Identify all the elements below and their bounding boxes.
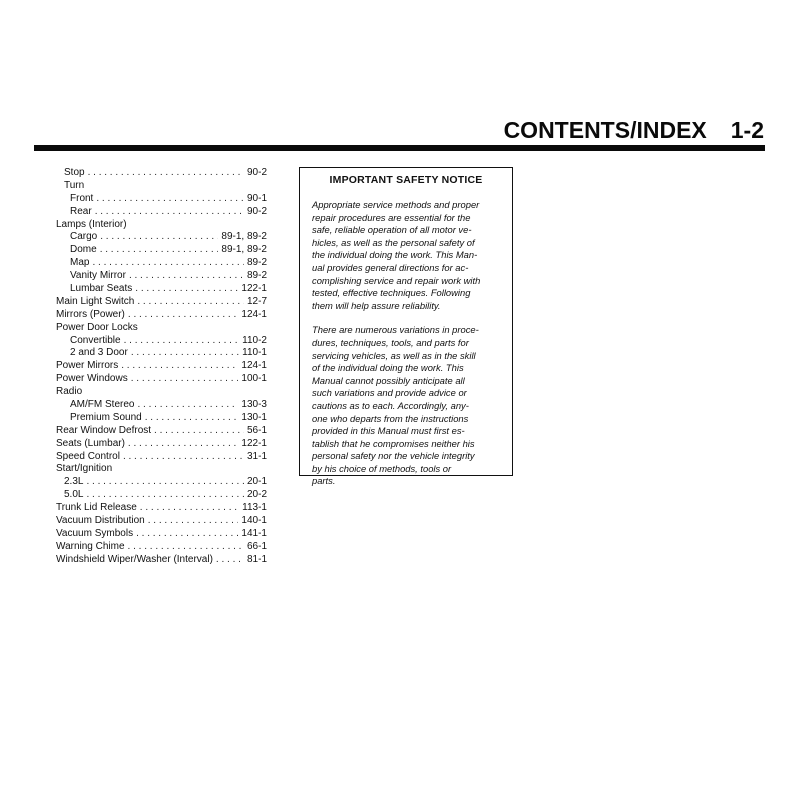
index-entry — [56, 231, 267, 244]
index-entry — [56, 283, 267, 296]
index-entry-leader — [86, 489, 244, 502]
index-entry-leader — [128, 541, 244, 554]
index-entry-label: Stop — [64, 167, 85, 178]
index-entry — [56, 296, 267, 309]
index-entry-label: Cargo — [70, 231, 98, 243]
index-entry-page: 110-1 — [242, 347, 267, 359]
safety-notice-title: IMPORTANT SAFETY NOTICE — [329, 174, 483, 186]
index-entry-leader — [95, 206, 244, 219]
index-entry-label: Main Light Switch — [56, 295, 135, 307]
index-entry — [56, 167, 267, 180]
header-rule — [34, 145, 765, 151]
notice-line: Appropriate service methods and proper — [312, 199, 480, 210]
index-entry — [56, 360, 267, 373]
index-entry — [56, 257, 267, 270]
index-entry-leader — [131, 347, 239, 360]
index-entry-leader — [121, 360, 238, 373]
index-entry — [56, 244, 267, 257]
index-entry — [56, 425, 267, 438]
index-entry-page: 141-1 — [241, 527, 267, 539]
notice-line: by his choice of methods, tools or — [312, 462, 452, 474]
index-entry-label: Vacuum Distribution — [56, 515, 145, 527]
index-entry — [56, 193, 267, 206]
notice-line: servicing vehicles, as well as in the skill — [312, 349, 476, 361]
index-entry-page: 130-1 — [241, 411, 267, 423]
index-entry — [56, 554, 267, 567]
index-entry-page: 124-1 — [241, 360, 267, 372]
index-entry-page: 124-1 — [241, 308, 267, 320]
index-entry-page: 140-1 — [241, 515, 267, 527]
notice-line: one who departs from the instructions — [312, 412, 469, 424]
notice-line: them will help assure reliability. — [312, 299, 441, 311]
index-entry-label: Premium Sound — [70, 411, 142, 423]
index-entry — [56, 206, 267, 219]
index-entry — [56, 476, 267, 489]
notice-line: provided in this Manual must first es- — [312, 425, 465, 437]
index-entry — [56, 270, 267, 283]
index-entry-leader — [136, 528, 238, 541]
index-entry-page: 56-1 — [246, 424, 267, 436]
notice-line: the individual doing the work. This Man- — [312, 249, 478, 261]
index-entry — [56, 438, 267, 451]
index-entry-leader — [137, 296, 244, 309]
index-entry-leader — [86, 476, 244, 489]
index-entry-label: Map — [70, 257, 90, 269]
index-entry-leader — [154, 425, 244, 438]
notice-line: tablish that he compromises neither his — [312, 437, 475, 449]
index-entry-leader — [96, 193, 244, 206]
index-entry — [56, 335, 267, 348]
index-entry-label: Rear Window Defrost — [56, 424, 152, 436]
index-entry-page: 66-1 — [246, 540, 267, 552]
index-entry-label: Trunk Lid Release — [56, 502, 137, 514]
index-entry — [56, 399, 267, 412]
index-entry-page: 100-1 — [241, 373, 267, 385]
index-entry-leader — [140, 502, 239, 515]
index-entry — [56, 309, 267, 322]
index-entry-leader — [92, 257, 244, 270]
notice-line: tested, effective techniques. Following — [312, 287, 471, 299]
index-entry-page: 90-1 — [246, 192, 267, 204]
index-entry-label: AM/FM Stereo — [70, 399, 135, 411]
index-entry-leader — [128, 438, 239, 451]
index-entry-leader — [123, 451, 244, 464]
index-entry-label: Mirrors (Power) — [56, 308, 125, 320]
index-entry-label: Power Windows — [56, 373, 128, 385]
index-entry-page: 89-1, 89-2 — [221, 244, 267, 256]
index-entry-leader — [137, 399, 238, 412]
index-entry — [56, 528, 267, 541]
notice-line: repair procedures are essential for the — [312, 211, 471, 223]
index-entry-page: 20-2 — [246, 489, 267, 501]
notice-line: Manual cannot possibly anticipate all — [312, 374, 465, 386]
index-list — [56, 167, 267, 567]
index-entry-leader — [100, 244, 219, 257]
index-entry-label: Windshield Wiper/Washer (Interval) — [56, 553, 213, 565]
index-entry — [56, 180, 267, 193]
index-entry-page: 130-3 — [241, 399, 267, 411]
index-entry-label: Radio — [56, 386, 83, 398]
index-entry-leader — [131, 373, 239, 386]
notice-line: ual provides general directions for ac- — [312, 261, 469, 273]
index-entry-leader — [216, 554, 244, 567]
notice-line: hicles, as well as the personal safety of — [312, 236, 475, 248]
notice-line: safe, reliable operation of all motor ve- — [312, 224, 472, 236]
index-entry-label: Convertible — [70, 334, 121, 346]
index-entry — [56, 219, 267, 232]
index-entry — [56, 463, 267, 476]
index-entry-label: 5.0L — [64, 489, 84, 501]
notice-line: parts. — [312, 475, 336, 487]
index-entry-label: Power Mirrors — [56, 360, 119, 372]
index-entry-page: 110-2 — [242, 334, 267, 346]
notice-line: personal safety nor the vehicle integrity — [312, 450, 475, 462]
index-entry-label: 2.3L — [64, 476, 84, 488]
index-entry-page: 89-2 — [246, 257, 267, 269]
index-entry — [56, 347, 267, 360]
notice-line: dures, techniques, tools, and parts for — [312, 336, 469, 348]
index-entry-page: 90-2 — [246, 167, 267, 178]
index-entry-page: 12-7 — [246, 295, 267, 307]
index-entry-leader — [88, 167, 244, 180]
index-entry-page: 89-1, 89-2 — [221, 231, 267, 243]
index-entry-label: Dome — [70, 244, 97, 256]
notice-line: of the individual doing the work. This — [312, 362, 464, 374]
index-entry — [56, 386, 267, 399]
index-entry-page: 31-1 — [246, 450, 267, 462]
index-entry-leader — [100, 231, 218, 244]
index-entry — [56, 322, 267, 335]
index-entry — [56, 541, 267, 554]
index-entry-label: Lamps (Interior) — [56, 218, 127, 230]
index-entry-leader — [145, 412, 239, 425]
index-entry-page: 81-1 — [246, 553, 267, 565]
index-entry — [56, 373, 267, 386]
index-entry — [56, 412, 267, 425]
index-entry — [56, 451, 267, 464]
index-entry-label: Power Door Locks — [56, 321, 138, 333]
notice-line: such variations and provide advice or — [312, 387, 467, 399]
safety-notice-paragraph-1 — [312, 199, 500, 312]
index-entry-page: 113-1 — [242, 502, 267, 514]
index-entry-leader — [124, 335, 240, 348]
index-entry-page: 89-2 — [246, 270, 267, 282]
index-entry-label: Speed Control — [56, 450, 120, 462]
index-entry-label: Front — [70, 192, 94, 204]
index-entry-label: Seats (Lumbar) — [56, 437, 125, 449]
index-entry-page: 122-1 — [241, 283, 267, 295]
notice-line: There are numerous variations in proce- — [312, 324, 479, 336]
index-entry-label: Vacuum Symbols — [56, 527, 134, 539]
index-entry-leader — [128, 309, 239, 322]
index-entry — [56, 502, 267, 515]
index-entry-label: Warning Chime — [56, 540, 125, 552]
index-entry-page: 90-2 — [246, 205, 267, 217]
page-header — [504, 117, 764, 144]
notice-line: cautions as to each. Accordingly, any- — [312, 399, 469, 411]
page-title: CONTENTS/INDEX — [503, 117, 707, 143]
page-number: 1-2 — [730, 117, 764, 143]
notice-line: complishing service and repair work with — [312, 274, 481, 286]
safety-notice-paragraph-2 — [312, 324, 500, 488]
index-entry-leader — [135, 283, 238, 296]
index-entry-leader — [129, 270, 244, 283]
index-entry-label: Lumbar Seats — [70, 283, 133, 295]
safety-notice-box — [299, 167, 513, 487]
index-entry-label: 2 and 3 Door — [70, 347, 128, 359]
index-entry-label: Start/Ignition — [56, 463, 113, 475]
index-entry-label: Turn — [64, 179, 85, 191]
index-entry-label: Vanity Mirror — [70, 270, 126, 282]
index-entry — [56, 489, 267, 502]
index-entry — [56, 515, 267, 528]
index-entry-label: Rear — [70, 205, 92, 217]
index-entry-page: 122-1 — [241, 437, 267, 449]
index-entry-page: 20-1 — [246, 476, 267, 488]
index-entry-leader — [148, 515, 239, 528]
